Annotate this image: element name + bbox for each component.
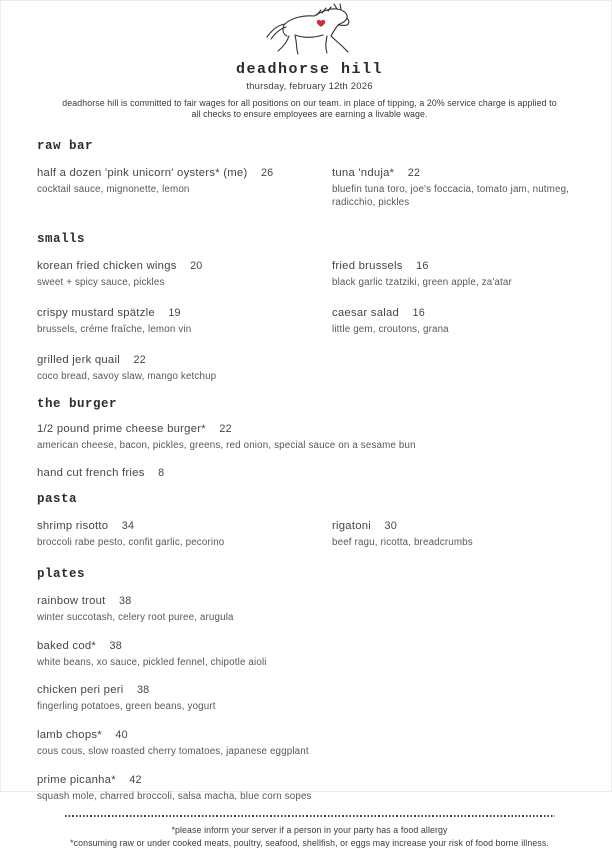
menu-item-oysters bbox=[37, 163, 332, 209]
item-price: 19 bbox=[168, 307, 181, 320]
restaurant-title: deadhorse hill bbox=[235, 61, 384, 78]
menu-item-caesar-salad bbox=[332, 303, 582, 337]
section-smalls bbox=[37, 232, 582, 383]
item-description: coco bread, savoy slaw, mango ketchup bbox=[37, 370, 217, 382]
allergy-note: *please inform your server if a person in your party has a food allergy bbox=[171, 825, 448, 836]
section-header-raw-bar: raw bar bbox=[37, 138, 94, 153]
item-price: 38 bbox=[119, 594, 132, 607]
section-header-smalls: smalls bbox=[37, 232, 86, 247]
menu-item-shrimp-risotto bbox=[37, 516, 332, 550]
section-the-burger bbox=[37, 397, 582, 482]
item-description: fingerling potatoes, green beans, yogurt bbox=[37, 701, 216, 713]
item-name: lamb chops* bbox=[37, 729, 102, 742]
menu-item-chicken-wings bbox=[37, 256, 332, 290]
item-description: winter succotash, celery root puree, arugula bbox=[37, 611, 234, 623]
item-name: baked cod* bbox=[37, 639, 97, 652]
item-name: crispy mustard spätzle bbox=[37, 307, 155, 320]
item-price: 8 bbox=[158, 467, 165, 480]
item-price: 20 bbox=[190, 260, 203, 273]
item-name: prime picanha* bbox=[37, 773, 116, 786]
menu-item-fried-brussels bbox=[332, 256, 582, 290]
item-name: rigatoni bbox=[332, 520, 372, 533]
item-price: 34 bbox=[121, 520, 135, 533]
pasta-columns bbox=[37, 516, 582, 563]
menu-item-rainbow-trout bbox=[37, 591, 582, 625]
dotted-divider bbox=[65, 815, 555, 817]
item-name: rainbow trout bbox=[37, 594, 106, 607]
raw-bar-columns bbox=[37, 163, 582, 222]
horse-logo-icon bbox=[251, 3, 369, 55]
item-price: 22 bbox=[133, 353, 146, 366]
footer-notes bbox=[37, 824, 582, 850]
item-description: cocktail sauce, mignonette, lemon bbox=[37, 183, 190, 195]
heart-icon bbox=[316, 20, 324, 27]
item-description: broccoli rabe pesto, confit garlic, pecorino bbox=[37, 537, 225, 549]
item-price: 26 bbox=[260, 166, 274, 179]
item-description: beef ragu, ricotta, breadcrumbs bbox=[332, 537, 473, 549]
item-description: cous cous, slow roasted cherry tomatoes, japanese eggplant bbox=[37, 746, 309, 758]
item-name: half a dozen 'pink unicorn' oysters* (me) bbox=[37, 166, 248, 179]
item-name: korean fried chicken wings bbox=[37, 260, 177, 273]
item-price: 38 bbox=[109, 639, 122, 652]
item-name: tuna 'nduja* bbox=[332, 166, 395, 179]
item-price: 42 bbox=[129, 773, 142, 786]
menu-item-rigatoni bbox=[332, 516, 582, 550]
item-description: little gem, croutons, grana bbox=[332, 324, 449, 336]
menu-item-jerk-quail bbox=[37, 350, 582, 384]
menu-item-lamb-chops bbox=[37, 725, 582, 759]
fair-wage-note bbox=[37, 98, 582, 121]
fair-wage-note-line2: all checks to ensure employees are earning a livable wage. bbox=[191, 109, 428, 120]
section-pasta bbox=[37, 492, 582, 563]
item-description: white beans, xo sauce, pickled fennel, chipotle aioli bbox=[37, 656, 267, 668]
section-header-plates: plates bbox=[37, 566, 86, 581]
section-raw-bar bbox=[37, 139, 582, 222]
menu-item-spatzle bbox=[37, 303, 332, 337]
menu-item-tuna-nduja bbox=[332, 163, 582, 209]
fair-wage-note-line1: deadhorse hill is committed to fair wages for all positions on our team. in place of tipping, a 20% service charge is applied to bbox=[62, 98, 557, 108]
menu-item-french-fries bbox=[37, 463, 582, 481]
menu-date: thursday, february 12th 2026 bbox=[246, 81, 373, 92]
item-price: 38 bbox=[136, 684, 150, 697]
menu-item-chicken-peri-peri bbox=[37, 680, 582, 714]
menu-header bbox=[37, 0, 582, 121]
consumption-warning: *consuming raw or under cooked meats, poultry, seafood, shellfish, or eggs may increase your risk of food borne illness. bbox=[70, 837, 549, 848]
item-description: american cheese, bacon, pickles, greens, red onion, special sauce on a sesame bun bbox=[37, 439, 416, 451]
item-description: squash mole, charred broccoli, salsa macha, blue corn sopes bbox=[37, 790, 312, 802]
smalls-columns-row1 bbox=[37, 256, 582, 303]
item-description: sweet + spicy sauce, pickles bbox=[37, 277, 165, 289]
item-description: brussels, créme fraîche, lemon vin bbox=[37, 324, 192, 336]
item-price: 30 bbox=[384, 520, 397, 533]
item-name: fried brussels bbox=[332, 260, 403, 273]
smalls-columns-row2 bbox=[37, 303, 582, 350]
item-price: 40 bbox=[115, 729, 128, 742]
item-name: chicken peri peri bbox=[37, 684, 124, 697]
item-name: 1/2 pound prime cheese burger* bbox=[37, 422, 206, 435]
item-price: 22 bbox=[219, 422, 232, 435]
item-price: 22 bbox=[407, 166, 421, 179]
section-plates bbox=[37, 567, 582, 804]
menu-item-prime-picanha bbox=[37, 770, 582, 804]
section-header-pasta: pasta bbox=[37, 492, 78, 507]
section-header-the-burger: the burger bbox=[37, 396, 118, 411]
item-name: shrimp risotto bbox=[37, 520, 109, 533]
item-price: 16 bbox=[412, 307, 425, 320]
item-name: grilled jerk quail bbox=[37, 353, 120, 366]
menu-item-baked-cod bbox=[37, 636, 582, 670]
item-description: black garlic tzatziki, green apple, za'atar bbox=[332, 277, 512, 289]
menu-item-cheese-burger bbox=[37, 419, 582, 453]
item-description: bluefin tuna toro, joe's foccacia, tomato jam, nutmeg, radicchio, pickles bbox=[332, 183, 570, 208]
item-price: 16 bbox=[416, 260, 429, 273]
item-name: caesar salad bbox=[332, 307, 400, 320]
item-name: hand cut french fries bbox=[37, 467, 145, 480]
